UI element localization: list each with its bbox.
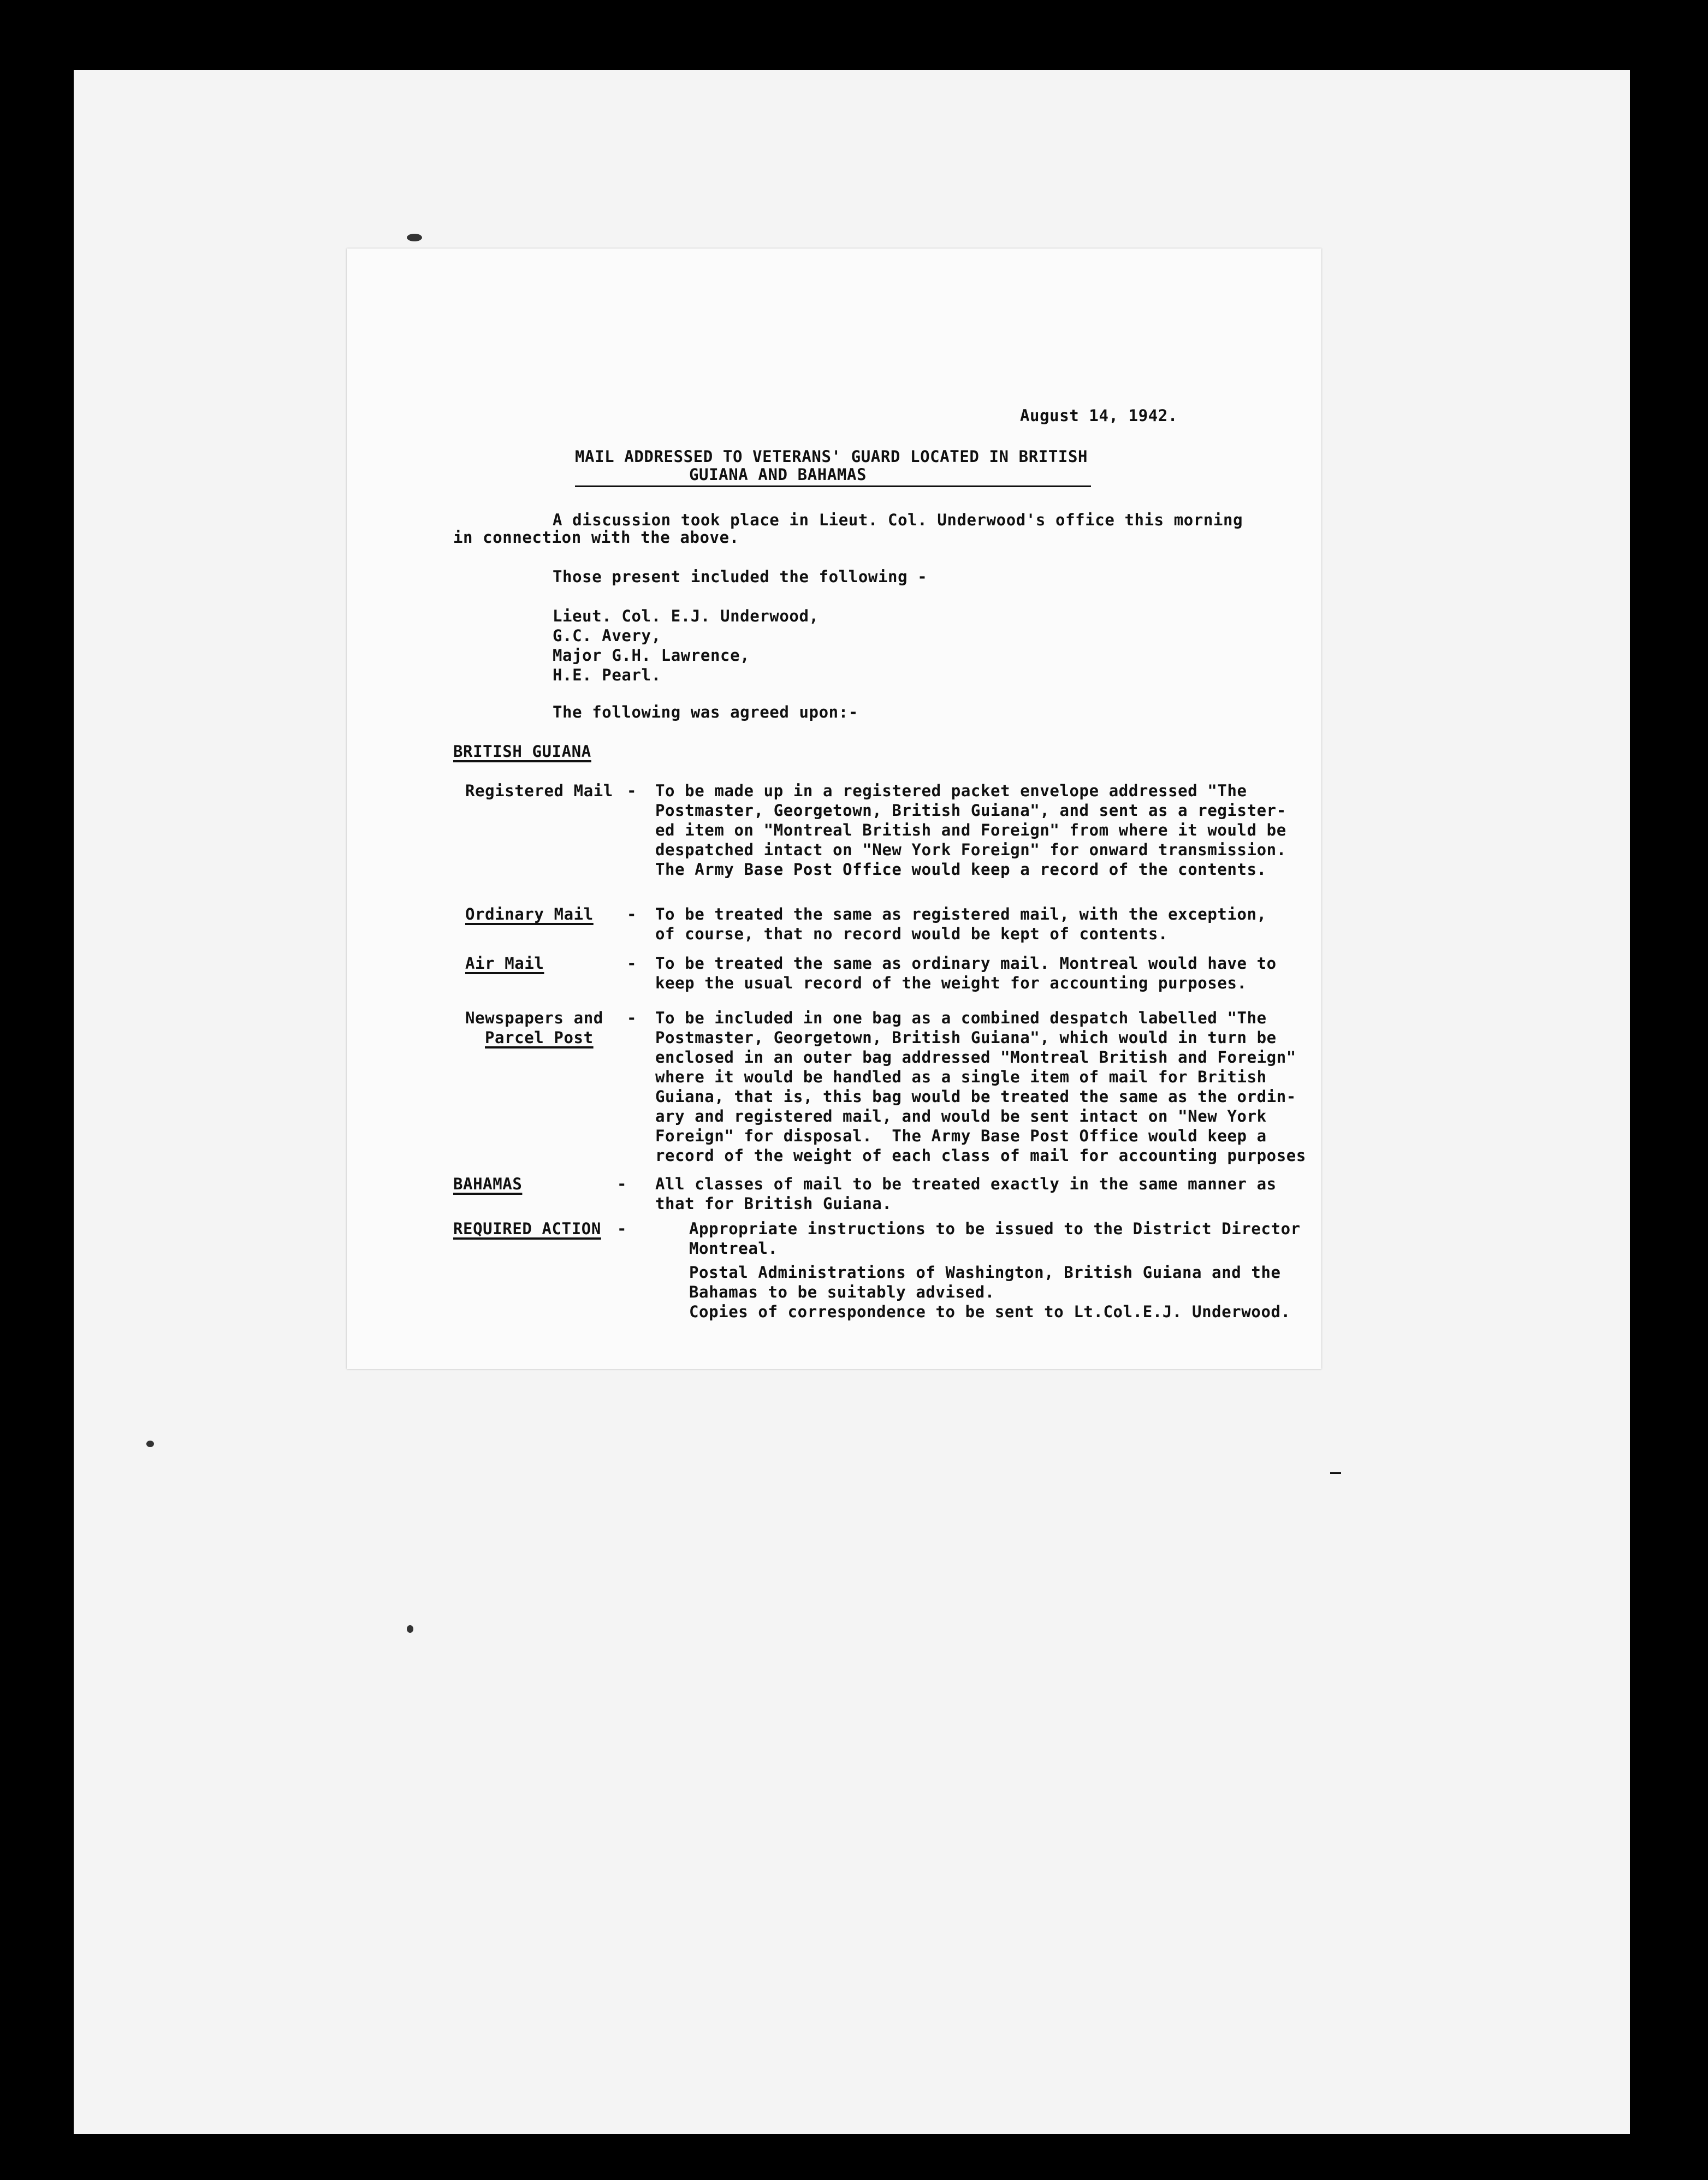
section-heading-bahamas: BAHAMAS bbox=[453, 1175, 523, 1193]
item-text: where it would be handled as a single item of mail for British bbox=[655, 1068, 1267, 1086]
item-label-air-mail: Air Mail bbox=[465, 954, 544, 973]
section-heading-required-action: REQUIRED ACTION bbox=[453, 1219, 601, 1238]
attendee: G.C. Avery, bbox=[553, 626, 661, 645]
item-text: keep the usual record of the weight for accounting purposes. bbox=[655, 974, 1247, 992]
action-text: Copies of correspondence to be sent to Lt.Col.E.J. Underwood. bbox=[689, 1302, 1291, 1321]
item-dash: - bbox=[627, 954, 637, 973]
memo-title-line2: GUIANA AND BAHAMAS bbox=[689, 465, 867, 484]
item-dash: - bbox=[627, 781, 637, 800]
item-text: Postmaster, Georgetown, British Guiana", and sent as a register- bbox=[655, 801, 1286, 820]
title-underline bbox=[575, 485, 1091, 487]
item-label-parcel-post: Parcel Post bbox=[485, 1028, 594, 1047]
memo-date: August 14, 1942. bbox=[1020, 406, 1178, 425]
item-text: record of the weight of each class of mail for accounting purposes bbox=[655, 1146, 1306, 1165]
item-dash: - bbox=[627, 1009, 637, 1027]
item-label-registered-mail: Registered Mail bbox=[465, 781, 613, 800]
intro-line: A discussion took place in Lieut. Col. Underwood's office this morning bbox=[553, 511, 1243, 529]
action-text: Montreal. bbox=[689, 1239, 778, 1258]
item-text: enclosed in an outer bag addressed "Montreal British and Foreign" bbox=[655, 1048, 1296, 1067]
intro-line: in connection with the above. bbox=[453, 528, 739, 547]
item-text: Foreign" for disposal. The Army Base Post Office would keep a bbox=[655, 1127, 1267, 1145]
item-label-ordinary-mail: Ordinary Mail bbox=[465, 905, 594, 923]
item-text: All classes of mail to be treated exactly in the same manner as bbox=[655, 1175, 1277, 1193]
item-text: ary and registered mail, and would be sent intact on "New York bbox=[655, 1107, 1267, 1125]
attendee: Lieut. Col. E.J. Underwood, bbox=[553, 607, 819, 625]
item-text: Postmaster, Georgetown, British Guiana", which would in turn be bbox=[655, 1028, 1277, 1047]
item-text: The Army Base Post Office would keep a record of the contents. bbox=[655, 860, 1267, 879]
action-text: Bahamas to be suitably advised. bbox=[689, 1283, 995, 1301]
memo-title-line1: MAIL ADDRESSED TO VETERANS' GUARD LOCATED IN BRITISH bbox=[575, 447, 1088, 466]
section-heading-british-guiana: BRITISH GUIANA bbox=[453, 742, 591, 761]
item-text: To be treated the same as registered mail, with the exception, bbox=[655, 905, 1267, 923]
item-text: Guiana, that is, this bag would be treated the same as the ordin- bbox=[655, 1087, 1296, 1106]
action-text: Postal Administrations of Washington, British Guiana and the bbox=[689, 1263, 1281, 1282]
item-text: To be treated the same as ordinary mail. Montreal would have to bbox=[655, 954, 1277, 973]
attendee: Major G.H. Lawrence, bbox=[553, 646, 750, 665]
item-text: of course, that no record would be kept of contents. bbox=[655, 925, 1169, 943]
action-text: Appropriate instructions to be issued to the District Director bbox=[689, 1219, 1301, 1238]
item-text: To be made up in a registered packet envelope addressed "The bbox=[655, 781, 1247, 800]
item-dash: - bbox=[617, 1175, 627, 1193]
agreed-intro: The following was agreed upon:- bbox=[553, 703, 858, 721]
item-label-newspapers: Newspapers and bbox=[465, 1009, 603, 1027]
item-dash: - bbox=[627, 905, 637, 923]
item-dash: - bbox=[617, 1219, 627, 1238]
item-text: To be included in one bag as a combined despatch labelled "The bbox=[655, 1009, 1267, 1027]
item-text: despatched intact on "New York Foreign" for onward transmission. bbox=[655, 840, 1286, 859]
present-intro: Those present included the following - bbox=[553, 567, 928, 586]
item-text: that for British Guiana. bbox=[655, 1194, 892, 1213]
item-text: ed item on "Montreal British and Foreign" from where it would be bbox=[655, 821, 1286, 839]
attendee: H.E. Pearl. bbox=[553, 666, 661, 684]
